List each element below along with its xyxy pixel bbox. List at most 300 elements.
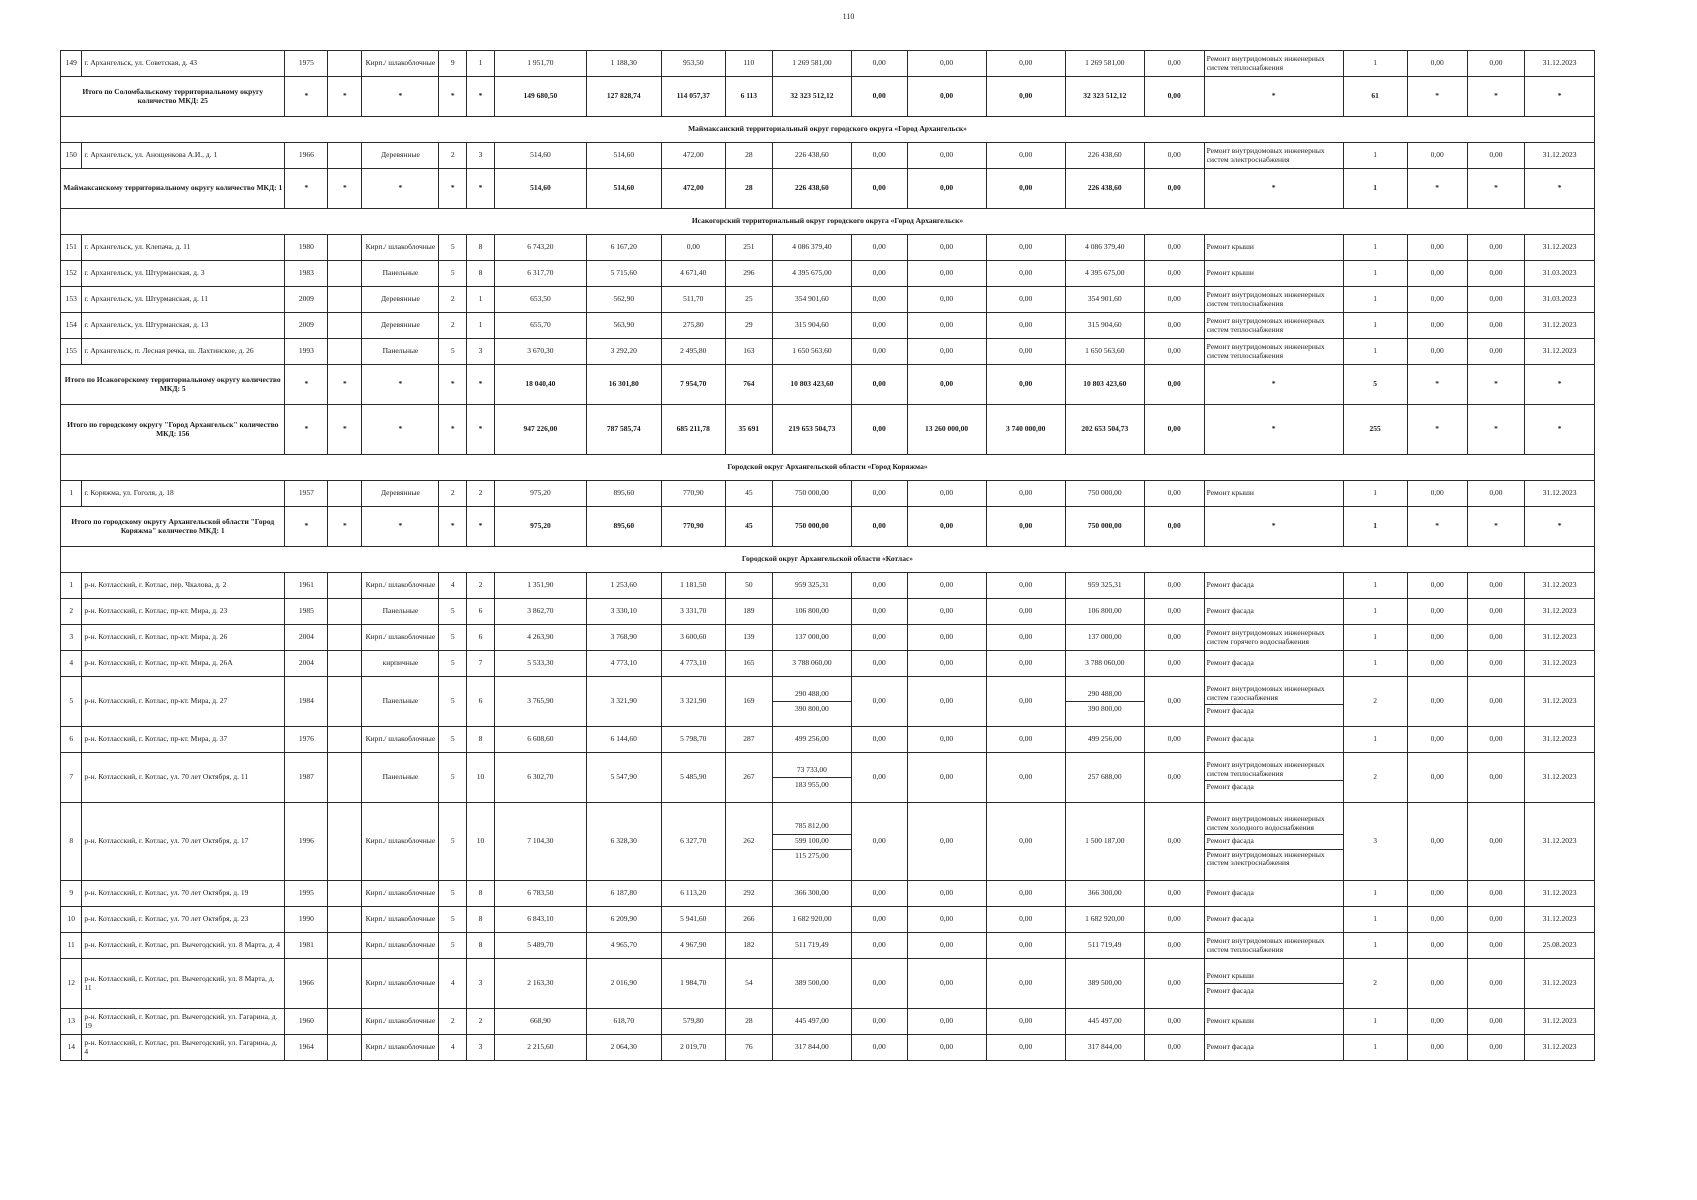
residents: 54: [725, 959, 772, 1009]
address: р-н. Котласский, г. Котлас, рп. Вычегодский, ул. 8 Марта, д. 11: [82, 959, 285, 1009]
owners-funds: 257 688,00: [1065, 753, 1144, 803]
work-type: Ремонт фасада: [1204, 727, 1343, 753]
unit-cost-a: 0,00: [1407, 313, 1467, 339]
regional-budget: 0,00: [907, 907, 986, 933]
year-built: 1960: [285, 1009, 328, 1035]
residential-area: 2 495,80: [661, 339, 725, 365]
commission-year: [328, 235, 362, 261]
entrances: 1: [467, 287, 495, 313]
repair-cost: 750 000,00: [772, 507, 851, 547]
unit-cost-b: 0,00: [1467, 1035, 1525, 1061]
regional-budget: 0,00: [907, 1035, 986, 1061]
unit-cost-a: 0,00: [1407, 803, 1467, 881]
total-area: 6 743,20: [494, 235, 586, 261]
other-funds: 0,00: [1144, 933, 1204, 959]
residential-area: 275,80: [661, 313, 725, 339]
floors: 5: [439, 881, 467, 907]
owners-funds: 4 086 379,40: [1065, 235, 1144, 261]
building-row: [61, 907, 1595, 933]
floors: *: [439, 169, 467, 209]
total-area: 6 317,70: [494, 261, 586, 287]
premises-area: 1 188,30: [586, 51, 661, 77]
building-row: [61, 881, 1595, 907]
work-type-stack: [1205, 760, 1343, 794]
commission-year: [328, 803, 362, 881]
total-area: 6 302,70: [494, 753, 586, 803]
other-funds: 0,00: [1144, 1035, 1204, 1061]
address: г. Архангельск, ул. Советская, д. 43: [82, 51, 285, 77]
work-units: 1: [1343, 907, 1407, 933]
row-number: 12: [61, 959, 82, 1009]
local-budget: 0,00: [986, 1035, 1065, 1061]
regional-budget: 0,00: [907, 599, 986, 625]
row-number: 150: [61, 143, 82, 169]
repair-cost-stack: [773, 687, 851, 716]
residential-area: 5 798,70: [661, 727, 725, 753]
work-units: 1: [1343, 1035, 1407, 1061]
unit-cost-a: 0,00: [1407, 573, 1467, 599]
fund-amount: 0,00: [851, 1035, 907, 1061]
floors: 4: [439, 573, 467, 599]
row-number: 153: [61, 287, 82, 313]
local-budget: 0,00: [986, 77, 1065, 117]
work-units: 1: [1343, 881, 1407, 907]
row-number: 149: [61, 51, 82, 77]
local-budget: 0,00: [986, 339, 1065, 365]
fund-amount: 0,00: [851, 287, 907, 313]
residential-area: 3 331,70: [661, 599, 725, 625]
regional-budget: 0,00: [907, 481, 986, 507]
unit-cost-a: 0,00: [1407, 959, 1467, 1009]
owners-funds: 499 256,00: [1065, 727, 1144, 753]
residential-area: 0,00: [661, 235, 725, 261]
work-units: 1: [1343, 313, 1407, 339]
year-built: 1996: [285, 803, 328, 881]
other-funds: 0,00: [1144, 481, 1204, 507]
building-row: [61, 1035, 1595, 1061]
row-number: 14: [61, 1035, 82, 1061]
fund-amount: 0,00: [851, 651, 907, 677]
commission-year: *: [328, 405, 362, 455]
unit-cost-a: 0,00: [1407, 481, 1467, 507]
other-funds: 0,00: [1144, 313, 1204, 339]
total-area: 3 670,30: [494, 339, 586, 365]
total-area: 514,60: [494, 143, 586, 169]
floors: *: [439, 405, 467, 455]
entrances: 8: [467, 235, 495, 261]
address: р-н. Котласский, г. Котлас, ул. 70 лет Октября, д. 23: [82, 907, 285, 933]
premises-area: 3 292,20: [586, 339, 661, 365]
residents: 28: [725, 169, 772, 209]
floors: 5: [439, 677, 467, 727]
unit-cost-a: *: [1407, 405, 1467, 455]
regional-budget: 13 260 000,00: [907, 405, 986, 455]
work-type-part: Ремонт крыши: [1206, 970, 1254, 980]
commission-year: *: [328, 169, 362, 209]
address: р-н. Котласский, г. Котлас, пер. Чкалова, д. 2: [82, 573, 285, 599]
regional-budget: 0,00: [907, 169, 986, 209]
owners-funds: 750 000,00: [1065, 507, 1144, 547]
entrances: 3: [467, 143, 495, 169]
repair-cost: 10 803 423,60: [772, 365, 851, 405]
owners-funds: 3 788 060,00: [1065, 651, 1144, 677]
commission-year: [328, 881, 362, 907]
premises-area: 4 965,70: [586, 933, 661, 959]
other-funds: 0,00: [1144, 339, 1204, 365]
unit-cost-b: *: [1467, 77, 1525, 117]
commission-year: [328, 625, 362, 651]
local-budget: 0,00: [986, 287, 1065, 313]
local-budget: 0,00: [986, 143, 1065, 169]
section-header-row: [61, 455, 1595, 481]
entrances: 3: [467, 959, 495, 1009]
floors: 5: [439, 907, 467, 933]
building-row: [61, 235, 1595, 261]
completion-date: 31.03.2023: [1525, 261, 1595, 287]
work-type-part: Ремонт внутридомовых инженерных систем газоснабжения: [1206, 684, 1325, 702]
completion-date: 31.12.2023: [1525, 1035, 1595, 1061]
year-built: 2004: [285, 625, 328, 651]
commission-year: [328, 51, 362, 77]
year-built: 2009: [285, 287, 328, 313]
completion-date: 31.12.2023: [1525, 143, 1595, 169]
work-type-part: Ремонт фасада: [1205, 983, 1343, 998]
completion-date: 31.12.2023: [1525, 753, 1595, 803]
regional-budget: 0,00: [907, 803, 986, 881]
premises-area: 1 253,60: [586, 573, 661, 599]
total-area: 6 843,10: [494, 907, 586, 933]
owners-funds: 317 844,00: [1065, 1035, 1144, 1061]
work-type: Ремонт фасада: [1204, 573, 1343, 599]
other-funds: 0,00: [1144, 959, 1204, 1009]
year-built: 1985: [285, 599, 328, 625]
total-label: Итого по Исакогорскому территориальному округу количество МКД: 5: [61, 365, 285, 405]
premises-area: 895,60: [586, 507, 661, 547]
building-row: [61, 933, 1595, 959]
floors: 5: [439, 727, 467, 753]
residents: 45: [725, 481, 772, 507]
floors: 4: [439, 1035, 467, 1061]
total-area: 4 263,90: [494, 625, 586, 651]
local-budget: 0,00: [986, 677, 1065, 727]
total-row: [61, 169, 1595, 209]
wall-material: Кирп./ шлакоблочные: [362, 1009, 439, 1035]
commission-year: [328, 753, 362, 803]
total-area: 1 351,90: [494, 573, 586, 599]
fund-amount: 0,00: [851, 803, 907, 881]
commission-year: [328, 143, 362, 169]
total-area: 5 489,70: [494, 933, 586, 959]
building-row: [61, 753, 1595, 803]
regional-budget: 0,00: [907, 507, 986, 547]
wall-material: Кирп./ шлакоблочные: [362, 625, 439, 651]
other-funds: 0,00: [1144, 507, 1204, 547]
total-label: Итого по Соломбальскому территориальному округу количество МКД: 25: [61, 77, 285, 117]
address: г. Архангельск, п. Лесная речка, ш. Лахтинское, д. 26: [82, 339, 285, 365]
year-built: 1987: [285, 753, 328, 803]
unit-cost-a: 0,00: [1407, 933, 1467, 959]
floors: 5: [439, 753, 467, 803]
owners-funds-part: 390 800,00: [1066, 701, 1144, 716]
repair-cost: 317 844,00: [772, 1035, 851, 1061]
floors: *: [439, 507, 467, 547]
completion-date: 31.03.2023: [1525, 287, 1595, 313]
residents: 25: [725, 287, 772, 313]
address: р-н. Котласский, г. Котлас, пр-кт. Мира, д. 23: [82, 599, 285, 625]
premises-area: 618,70: [586, 1009, 661, 1035]
unit-cost-a: *: [1407, 507, 1467, 547]
floors: 5: [439, 933, 467, 959]
housing-repair-register-table: [60, 50, 1595, 1061]
wall-material: Деревянные: [362, 313, 439, 339]
address: р-н. Котласский, г. Котлас, пр-кт. Мира, д. 26: [82, 625, 285, 651]
other-funds: 0,00: [1144, 405, 1204, 455]
fund-amount: 0,00: [851, 677, 907, 727]
residential-area: 472,00: [661, 169, 725, 209]
premises-area: 563,90: [586, 313, 661, 339]
building-row: [61, 959, 1595, 1009]
owners-funds: 1 500 187,00: [1065, 803, 1144, 881]
owners-funds: 511 719,49: [1065, 933, 1144, 959]
unit-cost-b: 0,00: [1467, 803, 1525, 881]
residents: 139: [725, 625, 772, 651]
repair-cost: 219 653 504,73: [772, 405, 851, 455]
work-units: 1: [1343, 481, 1407, 507]
residential-area: 1 181,50: [661, 573, 725, 599]
regional-budget: 0,00: [907, 235, 986, 261]
residential-area: 579,80: [661, 1009, 725, 1035]
unit-cost-a: 0,00: [1407, 261, 1467, 287]
premises-area: 6 187,80: [586, 881, 661, 907]
work-units: 1: [1343, 727, 1407, 753]
work-units: 1: [1343, 507, 1407, 547]
floors: 2: [439, 287, 467, 313]
total-label: Итого по городскому округу "Город Архангельск" количество МКД: 156: [61, 405, 285, 455]
year-built: 2004: [285, 651, 328, 677]
row-number: 11: [61, 933, 82, 959]
total-area: 514,60: [494, 169, 586, 209]
wall-material: Кирп./ шлакоблочные: [362, 933, 439, 959]
work-units: 1: [1343, 573, 1407, 599]
residents: 45: [725, 507, 772, 547]
year-built: 1966: [285, 959, 328, 1009]
floors: 5: [439, 235, 467, 261]
premises-area: 895,60: [586, 481, 661, 507]
building-row: [61, 261, 1595, 287]
year-built: 2009: [285, 313, 328, 339]
residential-area: 5 485,90: [661, 753, 725, 803]
row-number: 3: [61, 625, 82, 651]
fund-amount: 0,00: [851, 507, 907, 547]
repair-cost-part: 73 733,00: [796, 764, 827, 774]
floors: 2: [439, 481, 467, 507]
repair-cost-part: 390 800,00: [773, 701, 851, 716]
other-funds: 0,00: [1144, 803, 1204, 881]
row-number: 10: [61, 907, 82, 933]
row-number: 154: [61, 313, 82, 339]
floors: 9: [439, 51, 467, 77]
residents: 29: [725, 313, 772, 339]
other-funds: 0,00: [1144, 1009, 1204, 1035]
fund-amount: 0,00: [851, 481, 907, 507]
year-built: *: [285, 77, 328, 117]
unit-cost-a: 0,00: [1407, 339, 1467, 365]
local-budget: 0,00: [986, 481, 1065, 507]
total-area: 975,20: [494, 507, 586, 547]
completion-date: 31.12.2023: [1525, 481, 1595, 507]
entrances: 8: [467, 881, 495, 907]
wall-material: Кирп./ шлакоблочные: [362, 51, 439, 77]
unit-cost-b: *: [1467, 405, 1525, 455]
total-area: 7 104,30: [494, 803, 586, 881]
total-area: 653,50: [494, 287, 586, 313]
fund-amount: 0,00: [851, 727, 907, 753]
repair-cost: 137 000,00: [772, 625, 851, 651]
entrances: 7: [467, 651, 495, 677]
owners-funds: 354 901,60: [1065, 287, 1144, 313]
repair-cost-part: 290 488,00: [795, 688, 829, 698]
repair-cost: 32 323 512,12: [772, 77, 851, 117]
residents: 110: [725, 51, 772, 77]
owners-funds: 10 803 423,60: [1065, 365, 1144, 405]
commission-year: [328, 727, 362, 753]
row-number: 4: [61, 651, 82, 677]
local-budget: 0,00: [986, 51, 1065, 77]
entrances: 10: [467, 753, 495, 803]
entrances: 10: [467, 803, 495, 881]
unit-cost-b: 0,00: [1467, 51, 1525, 77]
total-row: [61, 365, 1595, 405]
premises-area: 3 321,90: [586, 677, 661, 727]
residents: 76: [725, 1035, 772, 1061]
premises-area: 562,90: [586, 287, 661, 313]
repair-cost-stack: [773, 763, 851, 792]
floors: 5: [439, 803, 467, 881]
address: г. Архангельск, ул. Штурманская, д. 11: [82, 287, 285, 313]
residential-area: 3 321,90: [661, 677, 725, 727]
other-funds: 0,00: [1144, 51, 1204, 77]
owners-funds: 202 653 504,73: [1065, 405, 1144, 455]
entrances: *: [467, 169, 495, 209]
repair-cost: 1 650 563,60: [772, 339, 851, 365]
wall-material: Кирп./ шлакоблочные: [362, 803, 439, 881]
completion-date: 31.12.2023: [1525, 573, 1595, 599]
unit-cost-b: 0,00: [1467, 261, 1525, 287]
unit-cost-b: 0,00: [1467, 625, 1525, 651]
fund-amount: 0,00: [851, 365, 907, 405]
unit-cost-a: *: [1407, 169, 1467, 209]
commission-year: [328, 481, 362, 507]
building-row: [61, 599, 1595, 625]
local-budget: 0,00: [986, 753, 1065, 803]
repair-cost: 226 438,60: [772, 143, 851, 169]
work-units: 1: [1343, 51, 1407, 77]
fund-amount: 0,00: [851, 51, 907, 77]
row-number: 155: [61, 339, 82, 365]
repair-cost: [772, 753, 851, 803]
work-type: [1204, 753, 1343, 803]
wall-material: *: [362, 405, 439, 455]
unit-cost-b: 0,00: [1467, 599, 1525, 625]
other-funds: 0,00: [1144, 365, 1204, 405]
fund-amount: 0,00: [851, 339, 907, 365]
row-number: 8: [61, 803, 82, 881]
entrances: 8: [467, 727, 495, 753]
unit-cost-a: *: [1407, 77, 1467, 117]
local-budget: 3 740 000,00: [986, 405, 1065, 455]
address: р-н. Котласский, г. Котлас, рп. Вычегодский, ул. Гагарина, д. 4: [82, 1035, 285, 1061]
completion-date: 31.12.2023: [1525, 651, 1595, 677]
other-funds: 0,00: [1144, 287, 1204, 313]
fund-amount: 0,00: [851, 405, 907, 455]
entrances: 2: [467, 1009, 495, 1035]
unit-cost-b: *: [1467, 365, 1525, 405]
wall-material: Деревянные: [362, 287, 439, 313]
unit-cost-a: 0,00: [1407, 143, 1467, 169]
floors: 5: [439, 625, 467, 651]
commission-year: *: [328, 507, 362, 547]
total-area: 975,20: [494, 481, 586, 507]
work-units: 2: [1343, 753, 1407, 803]
floors: 2: [439, 143, 467, 169]
local-budget: 0,00: [986, 365, 1065, 405]
year-built: 1980: [285, 235, 328, 261]
local-budget: 0,00: [986, 959, 1065, 1009]
premises-area: 127 828,74: [586, 77, 661, 117]
year-built: 1964: [285, 1035, 328, 1061]
year-built: *: [285, 507, 328, 547]
other-funds: 0,00: [1144, 753, 1204, 803]
repair-cost: 315 904,60: [772, 313, 851, 339]
unit-cost-a: 0,00: [1407, 599, 1467, 625]
work-type: Ремонт внутридомовых инженерных систем теплоснабжения: [1204, 339, 1343, 365]
repair-cost: 750 000,00: [772, 481, 851, 507]
work-units: 1: [1343, 143, 1407, 169]
local-budget: 0,00: [986, 727, 1065, 753]
work-type-part: Ремонт внутридомовых инженерных систем электроснабжения: [1205, 849, 1343, 869]
entrances: 6: [467, 599, 495, 625]
residential-area: 511,70: [661, 287, 725, 313]
total-row: [61, 507, 1595, 547]
work-type-part: Ремонт фасада: [1205, 834, 1343, 849]
building-row: [61, 143, 1595, 169]
row-number: 1: [61, 481, 82, 507]
regional-budget: 0,00: [907, 287, 986, 313]
address: р-н. Котласский, г. Котлас, пр-кт. Мира, д. 27: [82, 677, 285, 727]
wall-material: *: [362, 77, 439, 117]
entrances: 2: [467, 573, 495, 599]
work-type: Ремонт фасада: [1204, 907, 1343, 933]
address: р-н. Котласский, г. Котлас, рп. Вычегодский, ул. 8 Марта, д. 4: [82, 933, 285, 959]
unit-cost-a: 0,00: [1407, 625, 1467, 651]
local-budget: 0,00: [986, 625, 1065, 651]
work-units: 2: [1343, 677, 1407, 727]
repair-cost-part: 785 812,00: [795, 821, 829, 831]
residential-area: 770,90: [661, 481, 725, 507]
commission-year: [328, 339, 362, 365]
residential-area: 953,50: [661, 51, 725, 77]
owners-funds: 226 438,60: [1065, 143, 1144, 169]
premises-area: 2 064,30: [586, 1035, 661, 1061]
entrances: 8: [467, 907, 495, 933]
regional-budget: 0,00: [907, 881, 986, 907]
repair-cost: 226 438,60: [772, 169, 851, 209]
regional-budget: 0,00: [907, 677, 986, 727]
wall-material: Панельные: [362, 261, 439, 287]
building-row: [61, 727, 1595, 753]
regional-budget: 0,00: [907, 365, 986, 405]
commission-year: [328, 599, 362, 625]
